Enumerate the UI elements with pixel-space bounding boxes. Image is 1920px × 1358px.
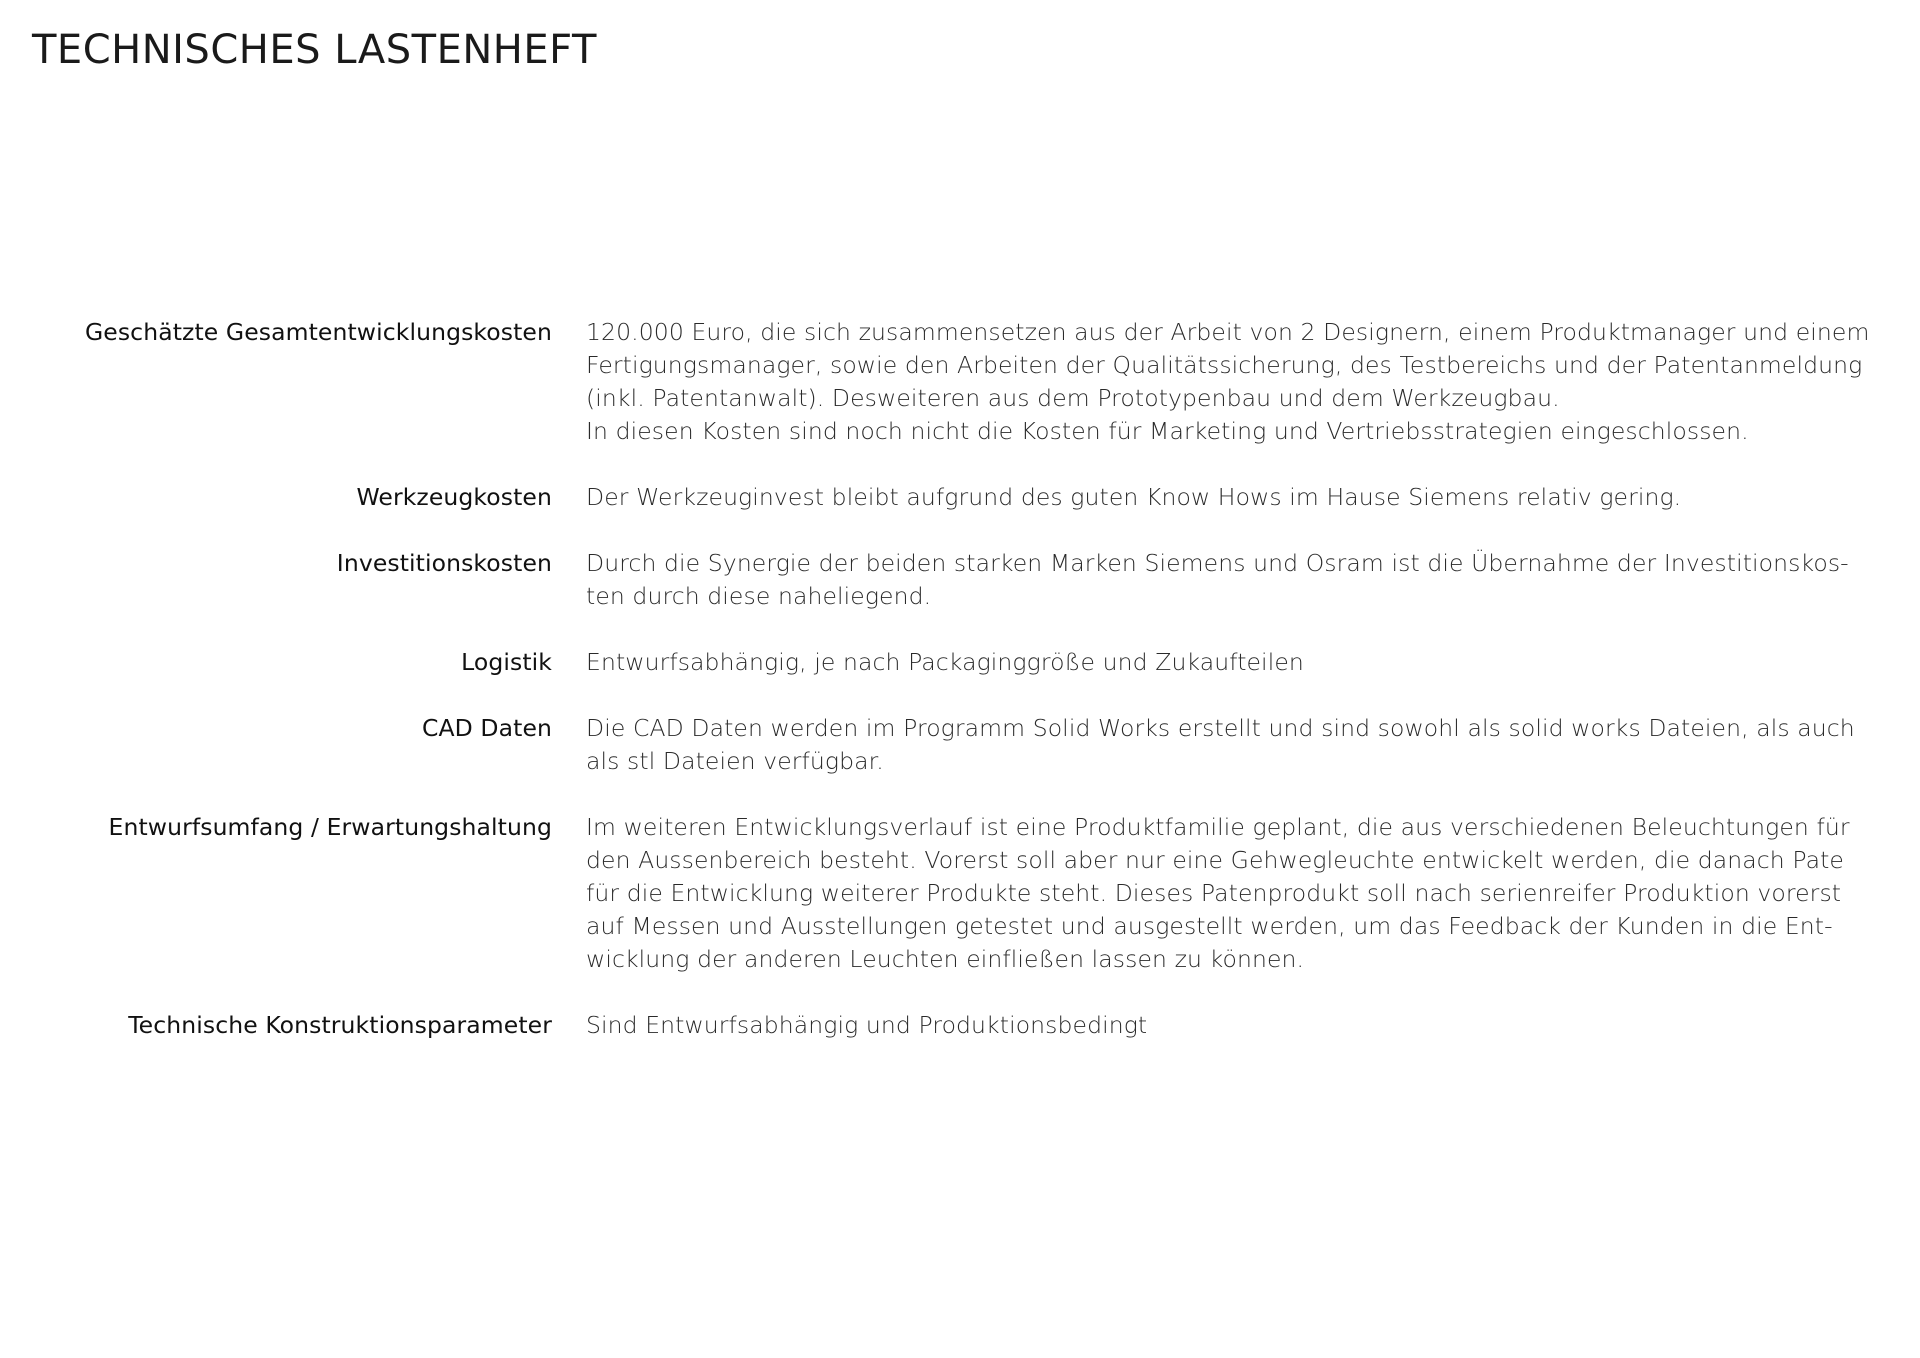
spec-value-line: ten durch diese naheliegend. — [586, 582, 932, 610]
spec-value-line: Fertigungsmanager, sowie den Arbeiten der Qualitätssicherung, des Testbereichs und der Patentanmeldung — [586, 351, 1863, 379]
spec-value-line: Entwurfsabhängig, je nach Packaginggröße und Zukaufteilen — [586, 648, 1304, 676]
spec-row-cad-daten — [0, 712, 1920, 778]
spec-value-line: als stl Dateien verfügbar. — [586, 747, 884, 775]
spec-value-line: Durch die Synergie der beiden starken Marken Siemens und Osram ist die Übernahme der Investitionskos- — [586, 549, 1849, 577]
spec-value — [586, 811, 1896, 976]
spec-value-line: 120.000 Euro, die sich zusammensetzen aus der Arbeit von 2 Designern, einem Produktmanager und einem — [586, 318, 1870, 346]
spec-label: Geschätzte Gesamtentwicklungskosten — [84, 318, 552, 346]
spec-row-gesamtentwicklungskosten — [0, 316, 1920, 448]
spec-value — [586, 712, 1896, 778]
spec-label: Entwurfsumfang / Erwartungshaltung — [108, 813, 552, 841]
spec-row-werkzeugkosten — [0, 481, 1920, 514]
spec-value-line: Der Werkzeuginvest bleibt aufgrund des guten Know Hows im Hause Siemens relativ gering. — [586, 483, 1682, 511]
spec-label: Technische Konstruktionsparameter — [128, 1011, 552, 1039]
page-title: TECHNISCHES LASTENHEFT — [32, 27, 597, 73]
spec-value-line: auf Messen und Ausstellungen getestet und ausgestellt werden, um das Feedback der Kunden in die Ent- — [586, 912, 1833, 940]
spec-row-logistik — [0, 646, 1920, 679]
spec-value-line: (inkl. Patentanwalt). Desweiteren aus dem Prototypenbau und dem Werkzeugbau. — [586, 384, 1560, 412]
spec-value — [586, 481, 1896, 514]
spec-list — [0, 316, 1920, 1075]
spec-row-konstruktionsparameter — [0, 1009, 1920, 1042]
spec-label: Logistik — [461, 648, 552, 676]
spec-value — [586, 646, 1896, 679]
spec-value — [586, 316, 1896, 448]
spec-value-line: wicklung der anderen Leuchten einfließen lassen zu können. — [586, 945, 1305, 973]
spec-value — [586, 547, 1896, 613]
spec-value-line: für die Entwicklung weiterer Produkte steht. Dieses Patenprodukt soll nach serienreifer Produktion vorerst — [586, 879, 1842, 907]
spec-value-line: Sind Entwurfsabhängig und Produktionsbedingt — [586, 1011, 1148, 1039]
spec-row-investitionskosten — [0, 547, 1920, 613]
spec-value-line: Die CAD Daten werden im Programm Solid Works erstellt und sind sowohl als solid works Dateien, als auch — [586, 714, 1855, 742]
spec-value-line: Im weiteren Entwicklungsverlauf ist eine Produktfamilie geplant, die aus verschiedenen Beleuchtungen für — [586, 813, 1850, 841]
spec-label: CAD Daten — [421, 714, 552, 742]
spec-value-line: den Aussenbereich besteht. Vorerst soll aber nur eine Gehwegleuchte entwickelt werden, die danach Pate — [586, 846, 1844, 874]
spec-row-entwurfsumfang — [0, 811, 1920, 976]
spec-label: Werkzeugkosten — [356, 483, 552, 511]
spec-label: Investitionskosten — [336, 549, 552, 577]
spec-value — [586, 1009, 1896, 1042]
spec-value-line: In diesen Kosten sind noch nicht die Kosten für Marketing und Vertriebsstrategien eingeschlossen. — [586, 417, 1749, 445]
